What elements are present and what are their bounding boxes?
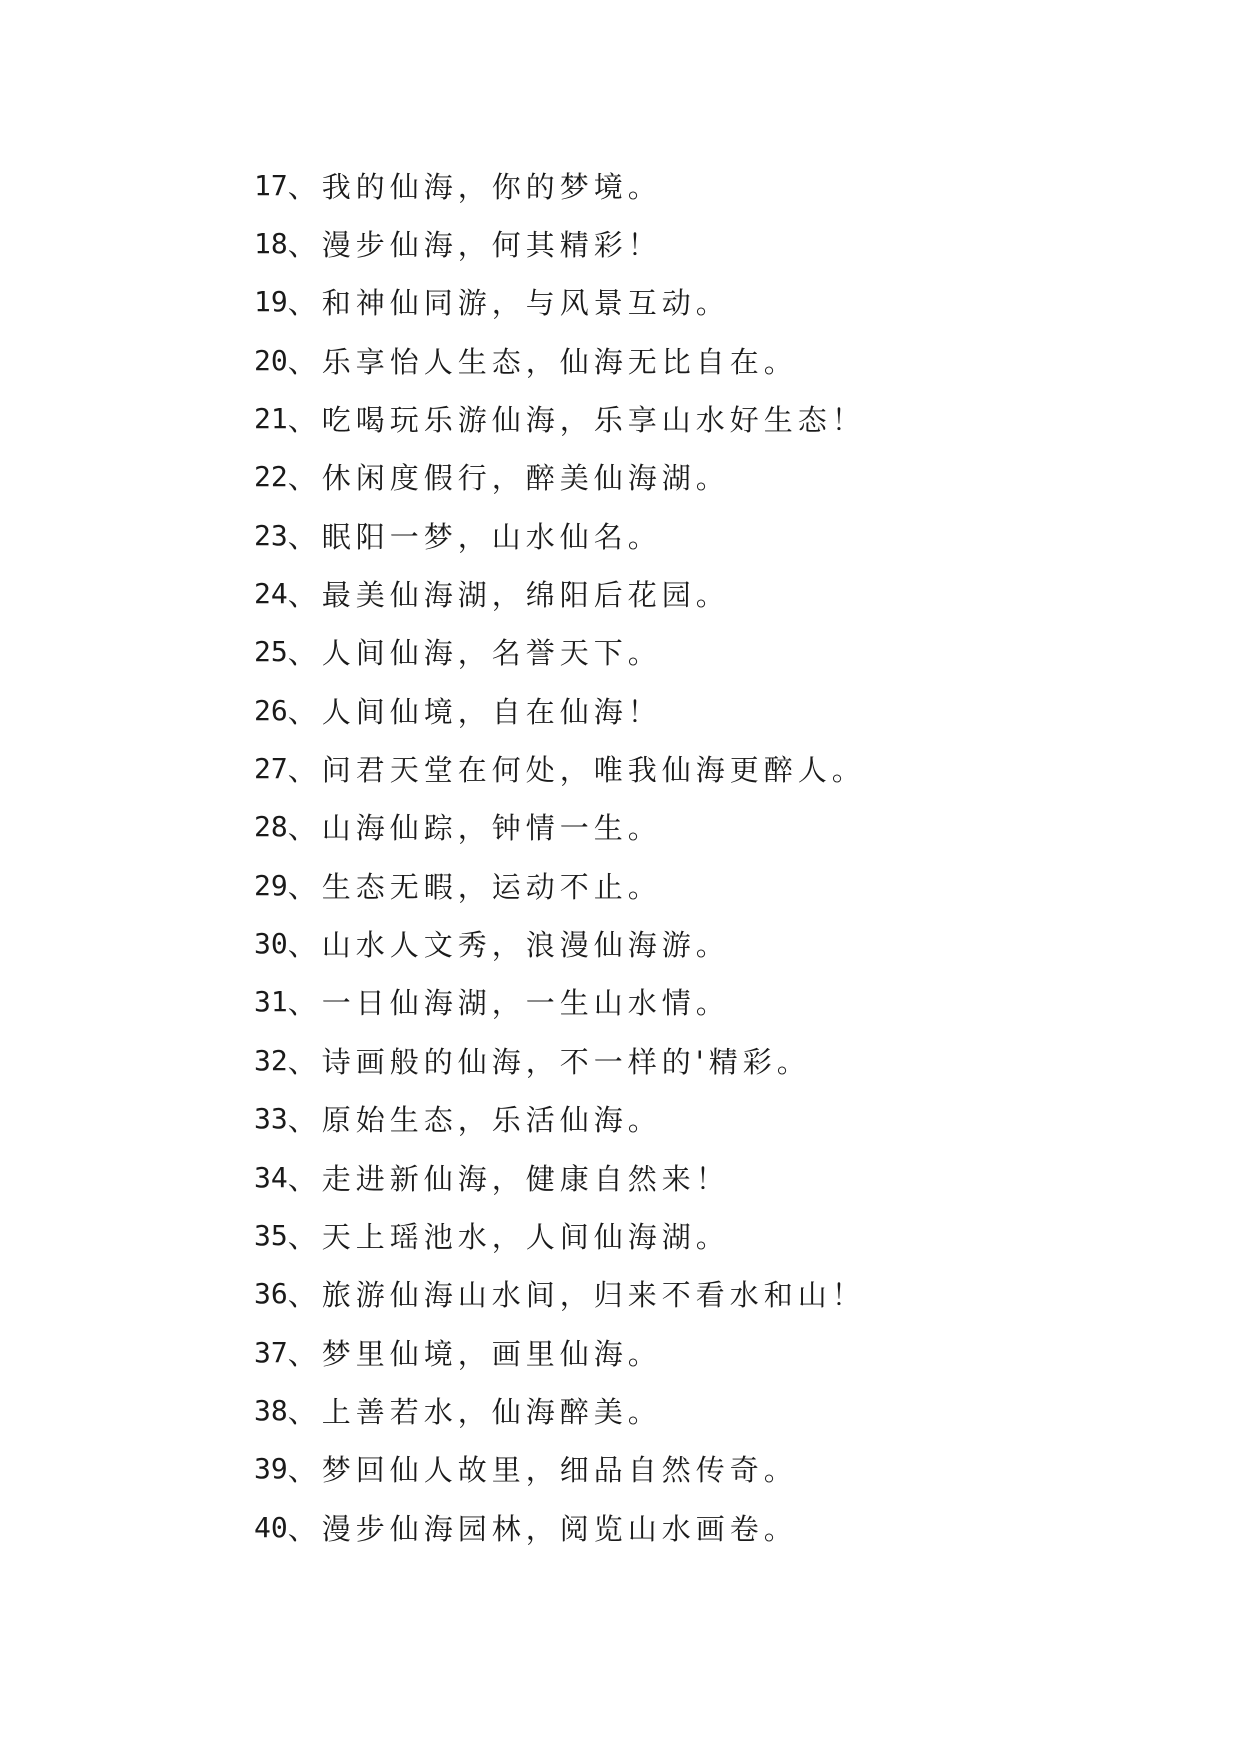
list-item bbox=[254, 564, 866, 622]
item-separator: 、 bbox=[287, 1219, 322, 1254]
item-number: 28 bbox=[254, 810, 288, 844]
list-item bbox=[254, 1381, 866, 1439]
list-item bbox=[254, 623, 866, 681]
item-text: 吃喝玩乐游仙海，乐享山水好生态！ bbox=[321, 403, 866, 438]
item-separator: 、 bbox=[287, 694, 322, 729]
item-number: 19 bbox=[254, 285, 288, 319]
item-text: 一日仙海湖，一生山水情。 bbox=[321, 986, 730, 1021]
item-text: 人间仙海，名誉天下。 bbox=[321, 636, 662, 671]
list-item bbox=[254, 856, 866, 914]
item-number: 22 bbox=[254, 460, 288, 494]
item-separator: 、 bbox=[287, 1103, 322, 1138]
list-item bbox=[254, 1440, 866, 1498]
list-item bbox=[254, 389, 866, 447]
item-separator: 、 bbox=[287, 1453, 322, 1488]
item-separator: 、 bbox=[287, 1336, 322, 1371]
list-item bbox=[254, 973, 866, 1031]
item-text: 人间仙境，自在仙海！ bbox=[321, 694, 662, 729]
list-item bbox=[254, 914, 866, 972]
item-number: 31 bbox=[254, 985, 288, 1019]
item-number: 32 bbox=[254, 1043, 288, 1077]
item-number: 39 bbox=[254, 1452, 288, 1486]
list-item bbox=[254, 156, 866, 214]
item-text: 山水人文秀，浪漫仙海游。 bbox=[321, 928, 730, 963]
list-item bbox=[254, 739, 866, 797]
item-number: 40 bbox=[254, 1510, 288, 1544]
item-number: 24 bbox=[254, 577, 288, 611]
item-separator: 、 bbox=[287, 636, 322, 671]
item-separator: 、 bbox=[287, 928, 322, 963]
item-number: 34 bbox=[254, 1160, 288, 1194]
item-number: 35 bbox=[254, 1218, 288, 1252]
item-separator: 、 bbox=[287, 228, 322, 263]
item-text: 最美仙海湖，绵阳后花园。 bbox=[321, 578, 730, 613]
item-separator: 、 bbox=[287, 869, 322, 904]
list-item bbox=[254, 1090, 866, 1148]
slogan-list bbox=[254, 156, 866, 1556]
list-item bbox=[254, 1206, 866, 1264]
list-item bbox=[254, 448, 866, 506]
item-text: 休闲度假行，醉美仙海湖。 bbox=[321, 461, 730, 496]
list-item bbox=[254, 798, 866, 856]
item-number: 25 bbox=[254, 635, 288, 669]
item-number: 27 bbox=[254, 752, 288, 786]
item-separator: 、 bbox=[287, 811, 322, 846]
item-text: 漫步仙海，何其精彩！ bbox=[321, 228, 662, 263]
item-text: 梦回仙人故里，细品自然传奇。 bbox=[321, 1453, 798, 1488]
item-separator: 、 bbox=[287, 1278, 322, 1313]
item-number: 21 bbox=[254, 402, 288, 436]
item-number: 33 bbox=[254, 1102, 288, 1136]
list-item bbox=[254, 1323, 866, 1381]
list-item bbox=[254, 1265, 866, 1323]
item-text: 生态无暇，运动不止。 bbox=[321, 869, 662, 904]
item-separator: 、 bbox=[287, 578, 322, 613]
item-text: 走进新仙海，健康自然来！ bbox=[321, 1161, 730, 1196]
item-separator: 、 bbox=[287, 461, 322, 496]
item-text: 梦里仙境，画里仙海。 bbox=[321, 1336, 662, 1371]
item-number: 18 bbox=[254, 227, 288, 261]
item-text: 旅游仙海山水间，归来不看水和山！ bbox=[321, 1278, 866, 1313]
list-item bbox=[254, 273, 866, 331]
item-separator: 、 bbox=[287, 1394, 322, 1429]
item-text: 和神仙同游，与风景互动。 bbox=[321, 286, 730, 321]
item-number: 30 bbox=[254, 927, 288, 961]
item-number: 23 bbox=[254, 518, 288, 552]
list-item bbox=[254, 1498, 866, 1556]
item-text: 眠阳一梦，山水仙名。 bbox=[321, 519, 662, 554]
list-item bbox=[254, 214, 866, 272]
item-separator: 、 bbox=[287, 753, 322, 788]
item-text: 诗画般的仙海，不一样的'精彩。 bbox=[321, 1044, 811, 1079]
item-number: 26 bbox=[254, 693, 288, 727]
item-text: 我的仙海，你的梦境。 bbox=[321, 169, 662, 204]
item-number: 38 bbox=[254, 1393, 288, 1427]
item-number: 17 bbox=[254, 168, 288, 202]
item-separator: 、 bbox=[287, 519, 322, 554]
list-item bbox=[254, 1031, 866, 1089]
item-text: 原始生态，乐活仙海。 bbox=[321, 1103, 662, 1138]
item-separator: 、 bbox=[287, 286, 322, 321]
item-separator: 、 bbox=[287, 1044, 322, 1079]
list-item bbox=[254, 1148, 866, 1206]
item-number: 29 bbox=[254, 868, 288, 902]
item-text: 乐享怡人生态，仙海无比自在。 bbox=[321, 344, 798, 379]
list-item bbox=[254, 681, 866, 739]
item-text: 漫步仙海园林，阅览山水画卷。 bbox=[321, 1511, 798, 1546]
item-text: 问君天堂在何处，唯我仙海更醉人。 bbox=[321, 753, 866, 788]
item-text: 上善若水，仙海醉美。 bbox=[321, 1394, 662, 1429]
item-separator: 、 bbox=[287, 1511, 322, 1546]
item-number: 20 bbox=[254, 343, 288, 377]
item-separator: 、 bbox=[287, 1161, 322, 1196]
item-text: 山海仙踪，钟情一生。 bbox=[321, 811, 662, 846]
item-text: 天上瑶池水，人间仙海湖。 bbox=[321, 1219, 730, 1254]
item-separator: 、 bbox=[287, 169, 322, 204]
item-number: 37 bbox=[254, 1335, 288, 1369]
item-separator: 、 bbox=[287, 403, 322, 438]
item-separator: 、 bbox=[287, 986, 322, 1021]
item-number: 36 bbox=[254, 1277, 288, 1311]
list-item bbox=[254, 331, 866, 389]
item-separator: 、 bbox=[287, 344, 322, 379]
list-item bbox=[254, 506, 866, 564]
